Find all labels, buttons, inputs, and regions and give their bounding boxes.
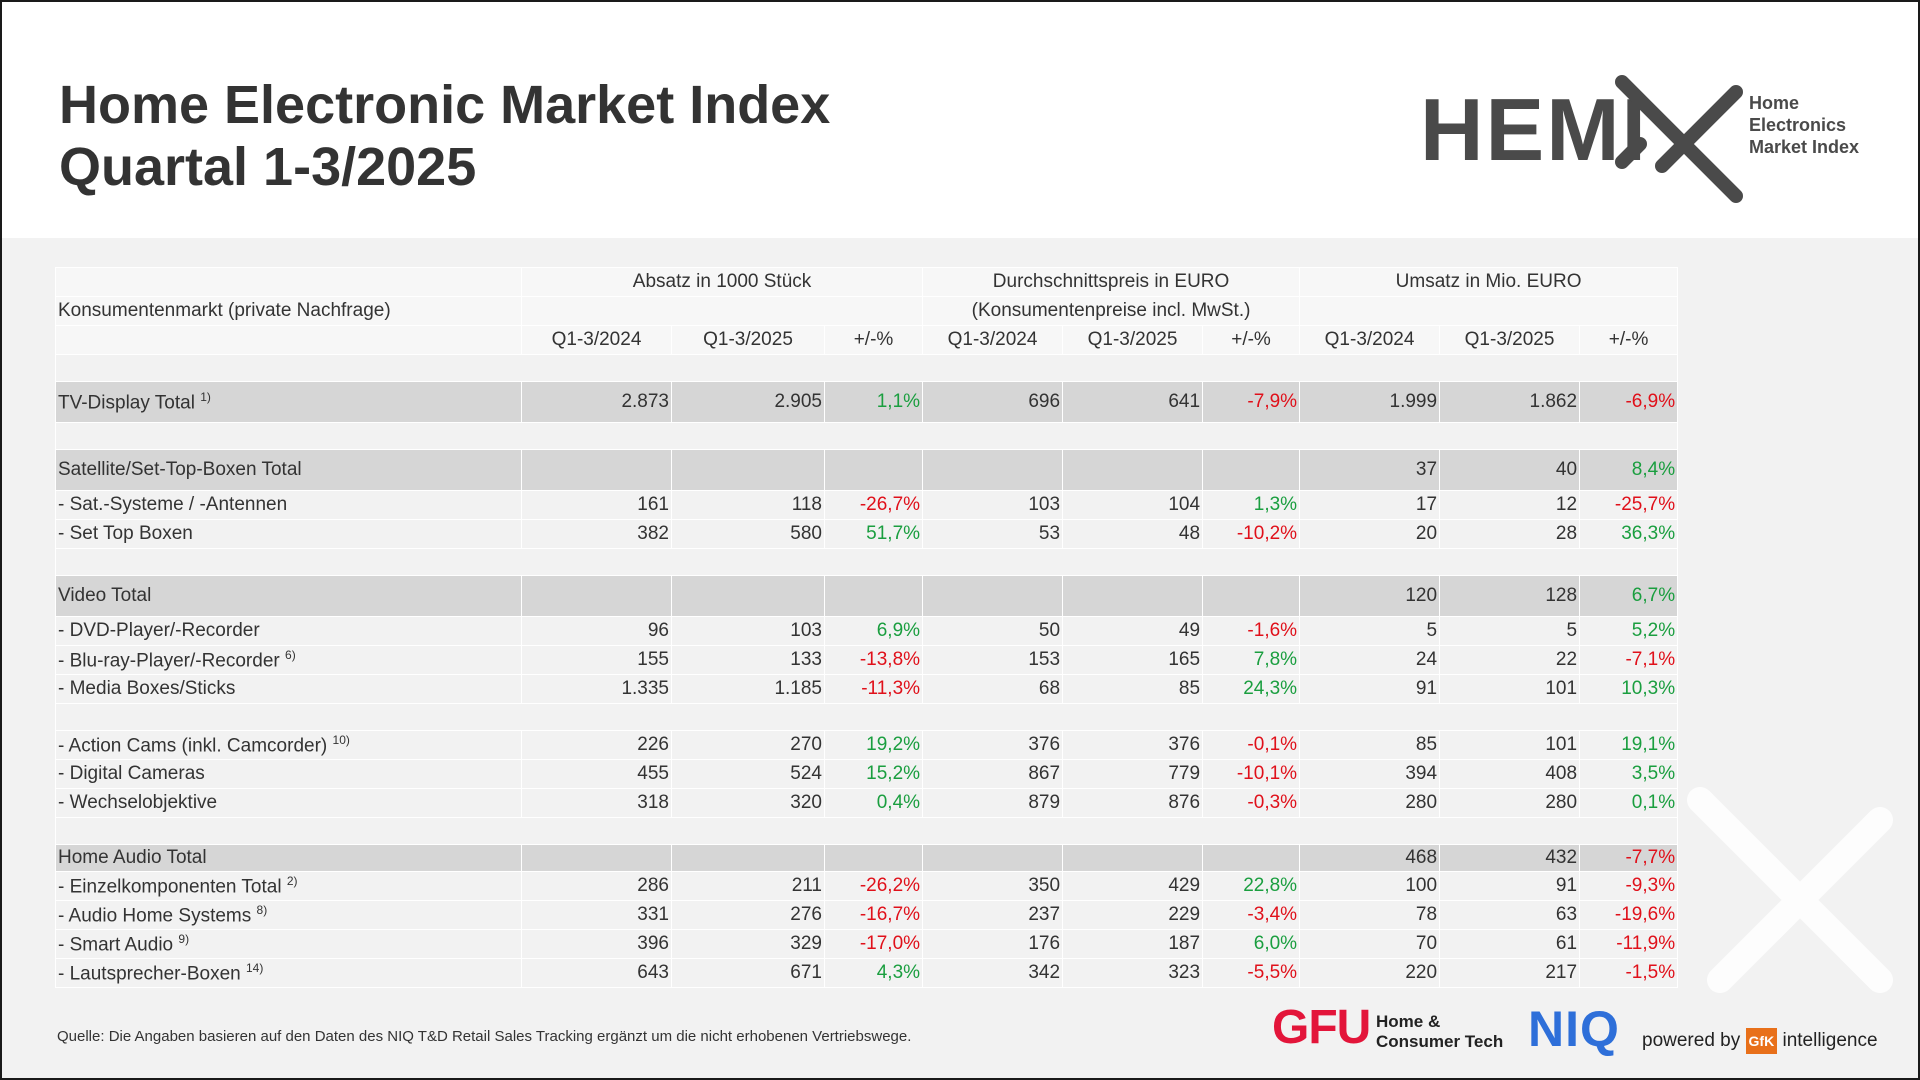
title-line-1: Home Electronic Market Index [59,75,831,135]
gfk-logo-icon: GfK [1746,1028,1778,1054]
row-label: - Media Boxes/Sticks [56,675,522,704]
row-label: - Audio Home Systems $^{8)}$ [56,901,522,930]
header-absatz-pct: +/-% [825,326,923,355]
table-row-bluray: - Blu-ray-Player/-Recorder $^{6)}$ 155 133 -13,8% 153 165 7,8% 24 22 -7,1% [56,646,1678,675]
row-label: - DVD-Player/-Recorder [56,617,522,646]
logo-sub-market-index: Market Index [1749,137,1860,157]
header-band [2,2,1918,238]
header-row-periods [56,326,1678,355]
table-row-wechselobjektive: - Wechselobjektive 318 320 0,4% 879 876 -0,3% 280 280 0,1% [56,789,1678,818]
header-umsatz-2025: Q1-3/2025 [1440,326,1580,355]
hemi-logo-text: HEMI [1420,80,1648,179]
market-index-table [55,267,1678,988]
x-watermark-icon [1680,780,1900,1000]
header-preis-pct: +/-% [1203,326,1300,355]
gfu-logo-subtitle: Home & Consumer Tech [1376,1012,1504,1051]
logo-sub-home: Home [1749,93,1800,113]
table-row-dvd: - DVD-Player/-Recorder 96 103 6,9% 50 49 -1,6% 5 5 5,2% [56,617,1678,646]
table-row-smart-audio: - Smart Audio $^{9)}$ 396 329 -17,0% 176 187 6,0% 70 61 -11,9% [56,930,1678,959]
table-row-lautsprecher-boxen: - Lautsprecher-Boxen $^{14)}$ 643 671 4,3% 342 323 -5,5% 220 217 -1,5% [56,959,1678,988]
row-label: - Smart Audio $^{9)}$ [56,930,522,959]
header-row-groups [56,268,1678,297]
gfu-logo: GFU [1272,1001,1371,1054]
row-label: - Wechselobjektive [56,789,522,818]
table-row-satellite-total: Satellite/Set-Top-Boxen Total 37 40 8,4% [56,450,1678,491]
hemi-logo-subtitle [1749,92,1859,158]
table-row-video-total: Video Total 120 128 6,7% [56,576,1678,617]
title-line-2: Quartal 1-3/2025 [59,137,477,197]
powered-by-gfk: powered by GfK intelligence [1642,1028,1878,1054]
row-label: - Blu-ray-Player/-Recorder $^{6)}$ [56,646,522,675]
row-label: - Digital Cameras [56,760,522,789]
row-label: Satellite/Set-Top-Boxen Total [56,450,522,491]
table-row-einzelkomponenten: - Einzelkomponenten Total $^{2)}$ 286 211 -26,2% 350 429 22,8% 100 91 -9,3% [56,872,1678,901]
header-preis-2025: Q1-3/2025 [1063,326,1203,355]
row-label: - Einzelkomponenten Total $^{2)}$ [56,872,522,901]
header-durchschnittspreis: Durchschnittspreis in EURO [923,268,1300,297]
table-row-digital-cameras: - Digital Cameras 455 524 15,2% 867 779 -10,1% 394 408 3,5% [56,760,1678,789]
header-preis-2024: Q1-3/2024 [923,326,1063,355]
source-note: Quelle: Die Angaben basieren auf den Daten des NIQ T&D Retail Sales Tracking ergänzt um die nicht erhobenen Vertriebswege. [57,1028,912,1045]
table-row-sat-systeme: - Sat.-Systeme / -Antennen 161 118 -26,7% 103 104 1,3% 17 12 -25,7% [56,491,1678,520]
hemi-x-logo-icon [1610,72,1748,206]
header-row-market [56,297,1678,326]
page-title [59,74,830,198]
table-row-media-boxes: - Media Boxes/Sticks 1.335 1.185 -11,3% 68 85 24,3% 91 101 10,3% [56,675,1678,704]
row-label: - Lautsprecher-Boxen $^{14)}$ [56,959,522,988]
row-label: Video Total [56,576,522,617]
niq-logo: NIQ [1528,1001,1620,1057]
row-label: Home Audio Total [56,845,522,872]
header-konsumentenmarkt: Konsumentenmarkt (private Nachfrage) [56,297,522,326]
table-row-home-audio-total: Home Audio Total 468 432 -7,7% [56,845,1678,872]
logo-sub-electronics: Electronics [1749,115,1847,135]
row-label: - Action Cams (inkl. Camcorder) $^{10)}$ [56,731,522,760]
header-umsatz-2024: Q1-3/2024 [1300,326,1440,355]
row-label: - Sat.-Systeme / -Antennen [56,491,522,520]
table-row-audio-home-systems: - Audio Home Systems $^{8)}$ 331 276 -16,7% 237 229 -3,4% 78 63 -19,6% [56,901,1678,930]
table-row-tv-display-total: TV-Display Total $^{1)}$ 2.873 2.905 1,1% 696 641 -7,9% 1.999 1.862 -6,9% [56,382,1678,423]
table-row-action-cams: - Action Cams (inkl. Camcorder) $^{10)}$ 226 270 19,2% 376 376 -0,1% 85 101 19,1% [56,731,1678,760]
table-row-set-top-boxen: - Set Top Boxen 382 580 51,7% 53 48 -10,2% 20 28 36,3% [56,520,1678,549]
header-umsatz: Umsatz in Mio. EURO [1300,268,1678,297]
header-absatz-2024: Q1-3/2024 [522,326,672,355]
row-label: TV-Display Total $^{1)}$ [56,382,522,423]
header-umsatz-pct: +/-% [1580,326,1678,355]
header-absatz: Absatz in 1000 Stück [522,268,923,297]
row-label: - Set Top Boxen [56,520,522,549]
header-preis-subtitle: (Konsumentenpreise incl. MwSt.) [923,297,1300,326]
header-absatz-2025: Q1-3/2025 [672,326,825,355]
